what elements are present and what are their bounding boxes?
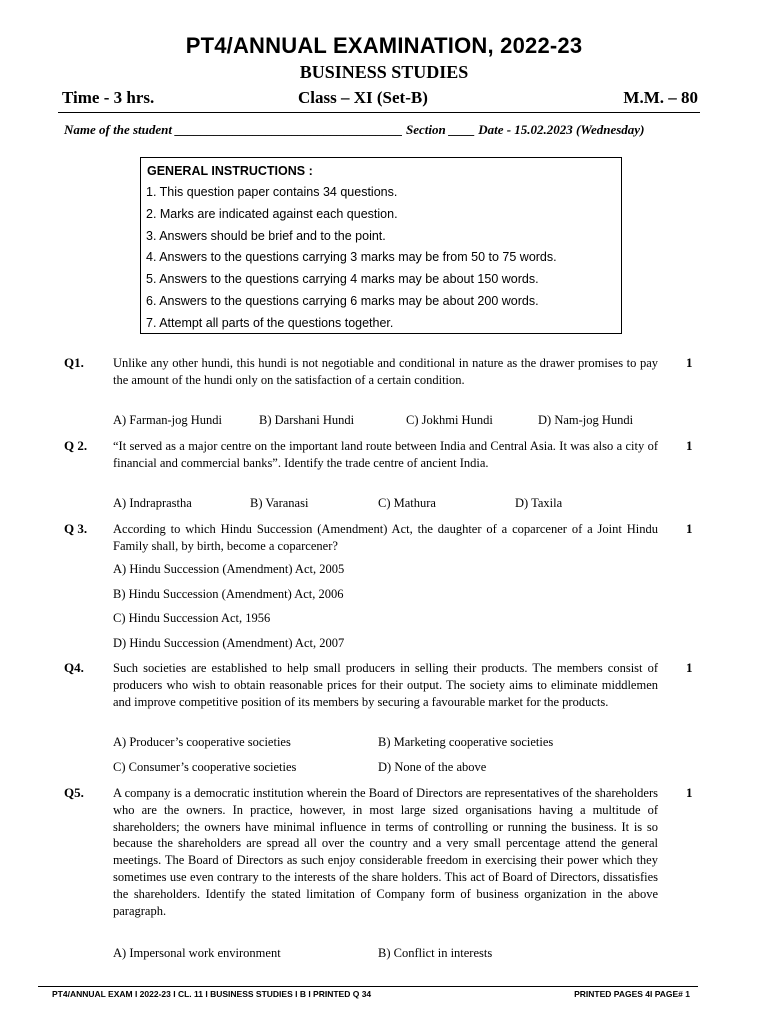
exam-title: PT4/ANNUAL EXAMINATION, 2022-23 xyxy=(185,33,583,58)
question-number: Q4. xyxy=(64,660,84,675)
answer-option: A) Hindu Succession (Amendment) Act, 2005 xyxy=(113,562,345,576)
question-text: “It served as a major centre on the important land route between India and Central Asia. It was also a city of financial and commercial banks”. Identify the trade centre of ancient India. xyxy=(113,439,658,470)
answer-option: D) Nam-jog Hundi xyxy=(538,413,634,427)
answer-option: D) None of the above xyxy=(378,760,487,774)
answer-option: B) Marketing cooperative societies xyxy=(378,735,554,749)
footer-divider xyxy=(38,986,698,987)
instruction-item: 7. Attempt all parts of the questions together. xyxy=(146,316,394,330)
question-marks: 1 xyxy=(686,355,693,370)
answer-option: D) Taxila xyxy=(515,496,563,510)
answer-option: A) Indraprastha xyxy=(113,496,192,510)
question-number: Q 2. xyxy=(64,438,88,453)
maximum-marks: M.M. – 80 xyxy=(623,88,698,107)
question-number: Q5. xyxy=(64,785,84,800)
instruction-item: 5. Answers to the questions carrying 4 marks may be about 150 words. xyxy=(146,272,539,286)
instruction-item: 2. Marks are indicated against each question. xyxy=(146,207,398,221)
class-set: Class – XI (Set-B) xyxy=(298,88,428,107)
question-marks: 1 xyxy=(686,438,693,453)
footer-exam-info: PT4/ANNUAL EXAM I 2022-23 I CL. 11 I BUSINESS STUDIES I B I PRINTED Q 34 xyxy=(52,989,372,999)
question-text: Such societies are established to help small producers in selling their products. The members consist of producers who wish to obtain reasonable prices for their output. The society aims to eliminate middlemen and improve competitive position of its members by securing a favourable market for the products. xyxy=(113,661,658,709)
student-details-line: Name of the student ___________________________________ Section ____ Date - 15.02.2023 (Wednesday) xyxy=(64,122,645,137)
answer-option: B) Conflict in interests xyxy=(378,946,493,960)
answer-option: C) Jokhmi Hundi xyxy=(406,413,493,427)
instructions-heading: GENERAL INSTRUCTIONS : xyxy=(147,164,313,178)
general-instructions-box xyxy=(140,157,622,334)
answer-option: B) Varanasi xyxy=(250,496,309,510)
instruction-item: 4. Answers to the questions carrying 3 marks may be from 50 to 75 words. xyxy=(146,250,557,264)
header-divider xyxy=(58,112,700,113)
answer-option: A) Producer’s cooperative societies xyxy=(113,735,291,749)
answer-option: A) Impersonal work environment xyxy=(113,946,281,960)
question-number: Q1. xyxy=(64,355,84,370)
footer-page-info: PRINTED PAGES 4I PAGE# 1 xyxy=(574,989,690,999)
instruction-item: 1. This question paper contains 34 questions. xyxy=(146,185,398,199)
answer-option: C) Consumer’s cooperative societies xyxy=(113,760,297,774)
answer-option: C) Hindu Succession Act, 1956 xyxy=(113,611,271,625)
instruction-item: 6. Answers to the questions carrying 6 marks may be about 200 words. xyxy=(146,294,539,308)
question-marks: 1 xyxy=(686,785,693,800)
question-text: Unlike any other hundi, this hundi is not negotiable and conditional in nature as the drawer promises to pay the amount of the hundi only on the satisfaction of a certain condition. xyxy=(113,356,658,387)
answer-option: B) Darshani Hundi xyxy=(259,413,355,427)
answer-option: B) Hindu Succession (Amendment) Act, 2006 xyxy=(113,587,344,601)
question-marks: 1 xyxy=(686,521,693,536)
question-text: A company is a democratic institution wherein the Board of Directors are representatives of the shareholders who are the owners. In practice, however, in most large sized organisations having a multitude of shareholders; the owners have minimal influence in terms of controlling or running the business. It is so because the shareholders are spread all over the country and a very small percentage attend the general meetings. The Board of Directors as such enjoy considerable freedom in exercising their power which they sometimes use even contrary to the interests of the share holders. This act of Board of Directors, dissatisfies the shareholders. Identify the stated limitation of Company form of business organization in the above paragraph. xyxy=(113,786,658,918)
question-number: Q 3. xyxy=(64,521,88,536)
question-text: According to which Hindu Succession (Amendment) Act, the daughter of a coparcener of a Joint Hindu Family shall, by birth, become a coparcener? xyxy=(113,522,658,553)
question-marks: 1 xyxy=(686,660,693,675)
instruction-item: 3. Answers should be brief and to the point. xyxy=(146,229,386,243)
time-allowed: Time - 3 hrs. xyxy=(62,88,155,107)
answer-option: C) Mathura xyxy=(378,496,436,510)
answer-option: D) Hindu Succession (Amendment) Act, 2007 xyxy=(113,636,345,650)
subject-heading: BUSINESS STUDIES xyxy=(299,62,469,82)
answer-option: A) Farman-jog Hundi xyxy=(113,413,223,427)
